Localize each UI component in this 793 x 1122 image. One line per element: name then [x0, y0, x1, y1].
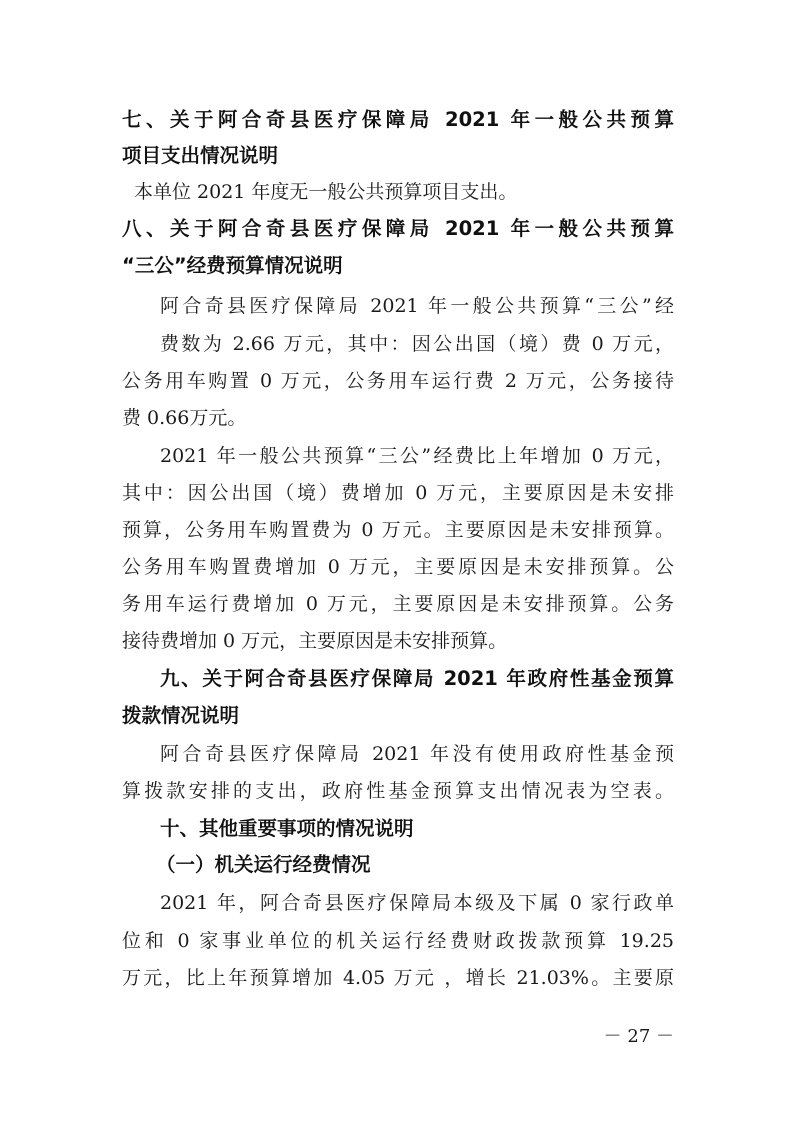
- section-10-heading: 十、其他重要事项的情况说明: [160, 817, 414, 840]
- section-8-heading-line-1: 八、关于阿合奇县医疗保障局 2021 年一般公共预算: [122, 217, 674, 240]
- section-9-paragraph-1-line-1: 阿合奇县医疗保障局 2021 年没有使用政府性基金预: [160, 743, 674, 765]
- section-8-heading-line-2: “三公”经费预算情况说明: [122, 254, 343, 277]
- section-7-heading-line-1: 七、关于阿合奇县医疗保障局 2021 年一般公共预算: [122, 108, 674, 131]
- section-8-paragraph-2-line-3: 预算，公务用车购置费为 0 万元。主要原因是未安排预算。: [122, 519, 674, 541]
- section-7-heading-line-2: 项目支出情况说明: [122, 144, 279, 167]
- page-number: － 27 －: [603, 1026, 674, 1047]
- section-9-heading-line-2: 拨款情况说明: [122, 704, 240, 727]
- section-8-paragraph-2-line-4: 公务用车购置费增加 0 万元，主要原因是未安排预算。公: [122, 556, 674, 578]
- section-7-body-line-1: 本单位 2021 年度无一般公共预算项目支出。: [134, 181, 518, 203]
- section-8-paragraph-2-line-2: 其中：因公出国（境）费增加 0 万元，主要原因是未安排: [122, 482, 674, 504]
- section-10-paragraph-1-line-1: 2021 年，阿合奇县医疗保障局本级及下属 0 家行政单: [160, 892, 674, 914]
- section-8-paragraph-1-line-4: 费 0.66万元。: [122, 407, 247, 429]
- section-8-paragraph-1-line-3: 公务用车购置 0 万元，公务用车运行费 2 万元，公务接待: [122, 370, 674, 392]
- section-10-paragraph-1-line-3: 万元，比上年预算增加 4.05 万元 ，增长 21.03%。主要原: [122, 967, 674, 989]
- section-8-paragraph-2-line-6: 接待费增加 0 万元，主要原因是未安排预算。: [122, 630, 508, 652]
- section-10-subheading-1: （一）机关运行经费情况: [156, 853, 371, 876]
- section-8-paragraph-1-line-1: 阿合奇县医疗保障局 2021 年一般公共预算“三公”经: [160, 295, 674, 317]
- section-8-paragraph-1-line-2: 费数为 2.66 万元，其中：因公出国（境）费 0 万元，: [160, 333, 674, 355]
- section-8-paragraph-2-line-5: 务用车运行费增加 0 万元，主要原因是未安排预算。公务: [122, 593, 674, 615]
- section-10-paragraph-1-line-2: 位和 0 家事业单位的机关运行经费财政拨款预算 19.25: [122, 930, 674, 952]
- section-8-paragraph-2-line-1: 2021 年一般公共预算“三公”经费比上年增加 0 万元，: [160, 445, 674, 467]
- section-9-heading-line-1: 九、关于阿合奇县医疗保障局 2021 年政府性基金预算: [160, 667, 674, 690]
- section-9-paragraph-1-line-2: 算拨款安排的支出，政府性基金预算支出情况表为空表。: [122, 780, 674, 802]
